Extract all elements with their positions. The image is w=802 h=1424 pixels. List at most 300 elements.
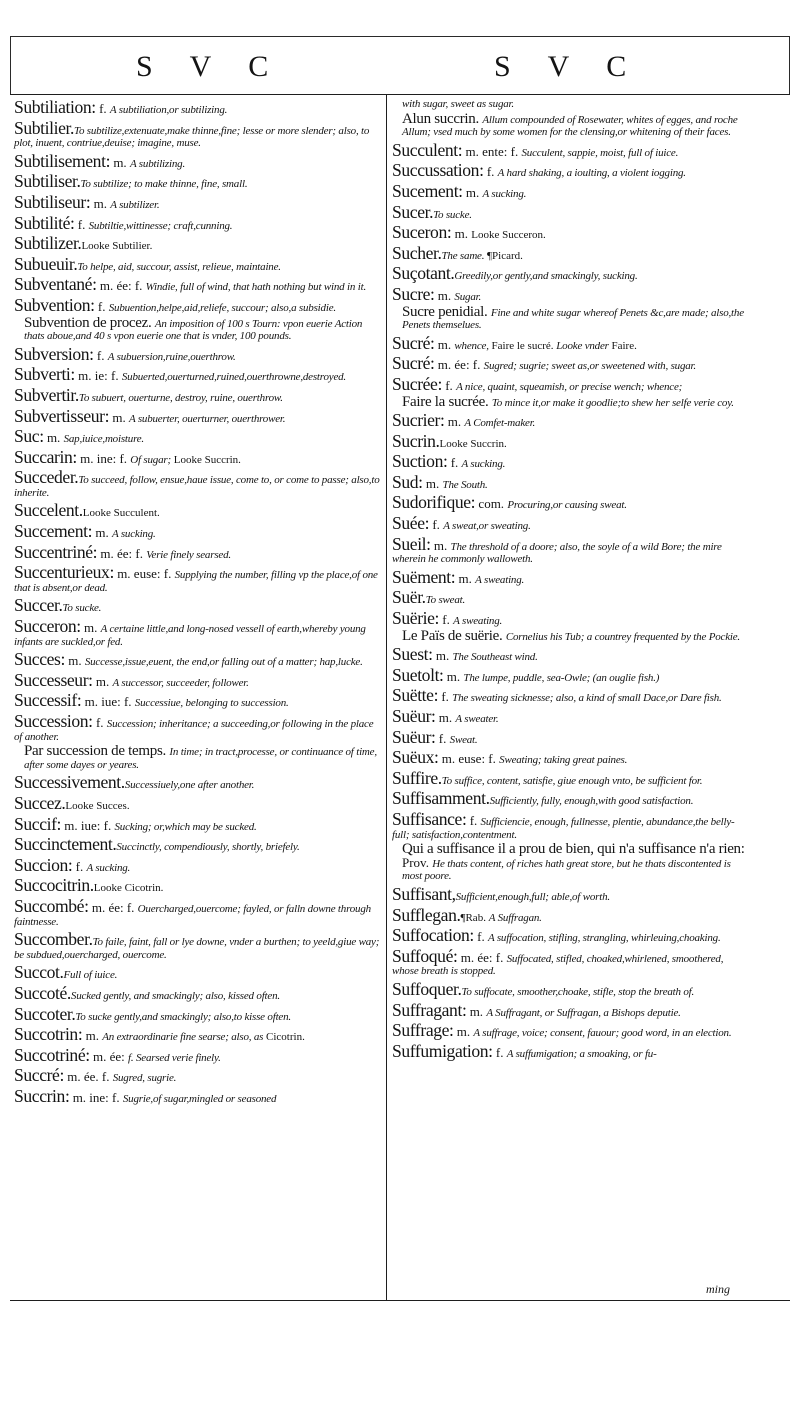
definition: Verie finely searsed. [146,548,231,561]
dictionary-entry [392,789,746,808]
dictionary-entry [14,234,380,253]
headword: Subvertir. [14,384,79,405]
definition: A sucking. [482,187,527,200]
dictionary-entry [392,393,746,410]
grammar-label: m. ente: f. [462,143,522,159]
headword: Succement: [14,521,93,542]
definition: A sweating. [453,615,503,628]
dictionary-entry [392,588,746,607]
definition: Windie, full of wind, that hath nothing but wind in it. [145,281,366,294]
sub-headword: Faire la sucrée. [402,393,492,410]
dictionary-entry [392,627,746,644]
headword: Succoté. [14,982,71,1003]
left-column [14,98,380,1107]
cross-reference: Looke Succulent. [82,507,160,520]
headword: Subtiliseur: [14,191,91,212]
dictionary-entry [14,386,380,405]
definition: The same. [441,249,485,262]
dictionary-entry [392,285,746,304]
dictionary-entry [392,769,746,788]
definition: A subtilizing. [129,157,186,170]
headword: Subtiliser. [14,171,81,192]
dictionary-entry [14,1005,380,1024]
definition: Succulent, sappie, moist, full of iuice. [521,146,679,159]
definition: A subtilizer. [110,198,160,211]
definition: Subuerted,ouerturned,ruined,ouerthrowne,destroyed. [121,371,346,384]
dictionary-entry [14,314,380,343]
headword: Succession: [14,711,93,731]
definition: To sweat. [425,594,466,607]
dictionary-entry [14,563,380,594]
grammar-label: f. [95,101,110,116]
dictionary-entry [392,885,746,904]
headword: Suffoqué: [392,945,458,966]
grammar-label: m. [462,184,483,200]
definition: Subuention,helpe,aid,reliefe, succour; also,a subsidie. [108,301,336,314]
header-rule [10,94,790,95]
definition: Ouercharged,ouercome; fayled, or falln downe through faintnesse. [14,902,371,928]
definition: Successiue, belonging to succession. [134,697,289,710]
definition: In time; in tract,processe, or continuance of time, after some dayes or yeares. [24,746,377,771]
grammar-label: m. [422,475,443,491]
dictionary-entry [14,345,380,364]
cross-reference: Looke Subtilier. [81,240,153,253]
dictionary-entry [14,98,380,117]
dictionary-entry [392,810,746,841]
definition: A sucking. [461,458,506,471]
grammar-label: m. [451,226,472,242]
definition: Of sugar; [130,453,171,466]
definition: A sweating. [475,573,525,586]
headword: Succombé: [14,895,89,916]
definition: To helpe, aid, succour, assist, relieue, maintaine. [77,260,281,273]
dictionary-entry [14,876,380,895]
dictionary-entry [392,244,746,263]
grammar-label: m. ine: f. [76,450,131,466]
dictionary-entry [14,856,380,875]
headword: Sucrier: [392,410,445,431]
headword: Suër. [392,587,426,608]
headword: Succomber. [14,929,93,950]
dictionary-entry [392,493,746,512]
definition: Greedily,or gently,and smackingly, sucking. [454,270,638,283]
headword: Subtiliation: [14,97,96,117]
headword: Subvertisseur: [14,405,110,426]
dictionary-entry [392,1042,746,1061]
headword: Succotriné: [14,1044,90,1065]
grammar-label: m. [434,287,455,303]
grammar-label: m. euse: f. [438,751,500,767]
definition: Sufficiently, fully, enough,with good satisfaction. [489,795,694,808]
dictionary-entry [392,568,746,587]
running-head-right: S V C [494,50,642,83]
dictionary-entry [392,843,746,883]
grammar-label: f. [441,377,457,393]
definition: A nice, quaint, squeamish, or precise wench; whence; [456,380,683,393]
grammar-label: f. [466,812,481,828]
definition-continued: with sugar, sweet as sugar. [402,98,514,110]
dictionary-entry [14,448,380,467]
definition: f. Searsed verie finely. [128,1051,221,1064]
dictionary-entry [14,214,380,233]
grammar-label: f. [94,298,109,314]
grammar-label: f. [74,216,89,232]
dictionary-entry [14,275,380,294]
definition: Cornelius his Tub; a countrey frequented by the Pockie. [505,630,740,643]
dictionary-entry [14,365,380,384]
headword: Suceron: [392,222,452,243]
dictionary-entry [392,452,746,471]
definition: A sweater. [455,713,499,725]
cross-reference: Looke Succrin. [439,437,507,450]
definition: A successor, succeeder, follower. [112,676,249,689]
dictionary-entry [14,815,380,834]
grammar-label: m. [43,430,64,446]
dictionary-entry [14,172,380,191]
headword: Suffisant, [392,883,456,904]
grammar-label: com. [475,496,508,512]
grammar-label: m. [80,620,101,636]
sub-headword: Le Païs de suërie. [402,627,506,644]
definition: whence, [454,339,489,352]
cross-reference: Faire. [608,339,637,352]
definition: He thats content, of riches hath great store, but he thats discontented is most poore. [402,857,731,883]
dictionary-entry [392,707,746,726]
grammar-label: f. [439,612,454,628]
dictionary-entry [392,264,746,283]
dictionary-entry [392,375,746,394]
definition: The lumpe, puddle, sea-Owle; (an ouglie fish.) [463,671,660,684]
definition: The threshold of a doore; also, the soyle of a wild Bore; the mire wherein he commonly walloweth. [392,540,722,566]
grammar-label: m. ée: f. [97,545,147,561]
headword: Subtilier. [14,117,75,138]
grammar-label: m. [466,1003,487,1019]
grammar-label: m. iue: f. [61,817,115,833]
grammar-label: m. [434,336,455,352]
headword: Sucer. [392,201,434,222]
cross-reference: Looke Succrin. [170,453,241,466]
dictionary-entry [392,182,746,201]
headword: Succoter. [14,1003,76,1024]
headword: Suffrage: [392,1020,454,1041]
definition: A certaine little,and long-nosed vessell of earth,whereby young infants are suckled,or fed. [14,623,366,648]
grammar-label: f. [72,858,87,874]
grammar-label: f. [435,730,450,746]
headword: Suëtte: [392,685,439,706]
definition: Fine and white sugar whereof Penets &c,are made; also,the Penets themselues. [402,306,744,332]
definition: Sweat. [449,733,478,746]
definition: Supplying the number, filling vp the place,of one that is absent,or dead. [14,569,378,594]
headword: Sucré: [392,353,435,374]
dictionary-entry [14,1025,380,1044]
definition: To subuert, ouerturne, destroy, ruine, ouerthrow. [78,391,283,404]
headword: Sud: [392,471,423,492]
headword: Suffocation: [392,925,474,946]
definition: Sweating; taking great paines. [499,754,628,767]
definition: To suffocate, smoother,choake, stifle, stop the breath of. [461,985,695,998]
definition: A suffocation, stifling, strangling, whirleuing,choaking. [487,932,721,945]
grammar-label: m. iue: f. [81,694,135,710]
dictionary-entry [14,522,380,541]
header-frame-right [789,36,790,94]
dictionary-entry [14,930,380,961]
grammar-label: m. [435,710,456,725]
dictionary-entry [392,141,746,160]
headword: Subverti: [14,364,75,385]
sub-headword: Alun succrin. [402,110,483,127]
definition: The sweating sicknesse; also, a kind of small Dace,or Dare fish. [452,692,722,705]
dictionary-entry [392,303,746,332]
headword: Succif: [14,813,62,834]
dictionary-entry [14,1066,380,1085]
definition: Sugred; sugrie; sweet as,or sweetened with, sugar. [483,360,696,373]
sub-headword: Par succession de temps. [24,743,170,760]
dictionary-entry [392,686,746,705]
definition: A sweat,or sweating. [443,520,531,533]
dictionary-entry [392,1021,746,1040]
grammar-label: m. ée: f. [88,899,138,915]
dictionary-entry [14,712,380,743]
dictionary-entry [392,334,746,353]
dictionary-entry [392,535,746,566]
headword: Suërie: [392,608,440,629]
dictionary-entry [392,906,746,925]
grammar-label: m. ée. f. [63,1069,113,1085]
dictionary-entry [14,963,380,982]
definition: A subuerter, ouerturner, ouerthrower. [128,412,286,425]
dictionary-entry [392,432,746,451]
headword: Subversion: [14,343,94,364]
headword: Sucher. [392,242,442,263]
grammar-label: m. [110,154,130,170]
grammar-label: f. [483,164,498,180]
dictionary-entry [14,501,380,520]
dictionary-entry [14,1046,380,1065]
definition: Sugrie,of sugar,mingled or seasoned [122,1092,277,1105]
grammar-label: m. [64,653,85,669]
dictionary-entry [392,609,746,628]
grammar-label: Prov. [402,854,433,870]
grammar-label: f. [438,689,453,705]
definition: A subtiliation,or subtilizing. [109,104,228,116]
headword: Sucrin. [392,430,440,451]
dictionary-entry [392,223,746,242]
definition: Sucked gently, and smackingly; also, kissed often. [70,989,280,1002]
headword: Successif: [14,690,82,711]
catchword: ming [706,1282,730,1296]
headword: Sufflegan. [392,904,461,925]
definition: To sucke. [433,208,472,221]
dictionary-entry [392,411,746,430]
definition: To suffice, content, satisfie, giue enough vnto, be sufficient for. [441,774,703,787]
footer-rule [10,1300,790,1301]
definition: To succeed, follow, ensue,haue issue, come to, or come to passe; also,to inherite. [14,474,380,499]
definition: A Suffragant, or Suffragan, a Bishops deputie. [486,1006,681,1019]
sub-headword: Sucre penidial. [402,303,491,320]
definition: A sucking. [86,861,131,874]
dictionary-entry [14,427,380,446]
grammar-label: m. ée: f. [96,278,146,294]
cross-reference: Faire le sucré. [488,339,557,352]
headword: Suffisamment. [392,788,490,809]
definition: Procuring,or causing sweat. [507,499,627,512]
headword: Succrin: [14,1085,70,1106]
definition: The South. [442,478,488,491]
grammar-label: f. [492,1044,507,1060]
dictionary-entry [392,728,746,747]
definition: Succession; inheritance; a succeeding,or following in the place of another. [14,718,374,743]
grammar-label: m. [443,668,464,684]
definition: Sap,iuice,moisture. [63,433,144,446]
headword: Suçotant. [392,263,455,284]
headword: Suffoquer. [392,978,462,999]
definition: To sucke gently,and smackingly; also,to kisse often. [75,1010,291,1023]
definition: To faile, faint, fall or lye downe, vnder a burthen; to yeeld,giue way; be subdued,ouercharged, ouercome. [14,936,380,961]
headword: Subvention: [14,294,95,315]
grammar-label: f. [429,517,444,533]
headword: Suc: [14,426,44,447]
headword: Subueuir. [14,253,78,274]
grammar-label: f. [92,715,107,730]
definition: The Southeast wind. [452,651,538,664]
dictionary-entry [14,745,380,771]
dictionary-entry [14,255,380,274]
definition: Looke vnder [556,339,609,352]
dictionary-entry [14,617,380,648]
headword: Sueil: [392,533,431,554]
header-frame-left [10,36,11,94]
dictionary-entry [14,691,380,710]
dictionary-entry [392,473,746,492]
headword: Succarin: [14,446,77,467]
headword: Succion: [14,854,73,875]
grammar-label: m. [455,570,476,586]
dictionary-entry [14,773,380,792]
sub-headword: Subvention de procez. [24,314,155,331]
headword: Sucement: [392,180,463,201]
headword: Suffragant: [392,999,467,1020]
headword: Succez. [14,792,66,813]
headword: Succentriné: [14,541,98,562]
dictionary-entry [392,110,746,139]
dictionary-entry [14,407,380,426]
headword: Suetolt: [392,664,444,685]
grammar-label: m. [109,409,129,425]
dictionary-entry [14,835,380,854]
definition: Suffocated, stifled, choaked,whirlened, smoothered, whose breath is stopped. [392,952,724,978]
headword: Succotrin: [14,1024,83,1045]
right-column [392,98,746,1062]
definition: Sugar. [454,290,482,303]
grammar-label: m. ée: f. [457,949,507,965]
definition: An imposition of 100 s Tourn: vpon euerie Action thats aboue,and 40 s vpon euerie one that is vnder, 100 pounds. [24,317,363,343]
grammar-label: m. [82,1028,103,1044]
header-frame-top [10,36,790,37]
headword: Succussation: [392,160,484,181]
headword: Subtilizer. [14,233,82,254]
dictionary-entry [392,354,746,373]
headword: Succeron: [14,616,81,637]
definition: A Comfet-maker. [464,417,536,430]
dictionary-entry [392,980,746,999]
definition: A hard shaking, a ioulting, a violent iogging. [497,167,686,180]
headword: Subtilité: [14,212,75,233]
cross-reference: ¶Picard. [484,249,523,262]
definition: Sucking; or,which may be sucked. [114,820,257,833]
dictionary-entry [392,161,746,180]
dictionary-entry [392,748,746,767]
headword: Succeder. [14,467,79,488]
dictionary-entry [14,152,380,171]
headword: Succer. [14,595,63,616]
grammar-label: m. [92,525,112,541]
headword: Succocitrin. [14,875,94,896]
cross-reference: ¶Rab. [460,911,489,924]
grammar-label: m. ée: [89,1048,128,1064]
dictionary-entry [392,98,746,111]
sub-headword: Qui a suffisance il a prou de bien, qui n'a suffisance n'a rien: [402,841,745,858]
running-head-left: S V C [136,50,284,83]
grammar-label: m. euse: f. [113,566,175,582]
cross-reference: Cicotrin. [263,1031,305,1044]
headword: Succelent. [14,500,83,521]
grammar-label: m. [90,195,111,211]
dictionary-entry [14,296,380,315]
dictionary-entry [14,794,380,813]
dictionary-entry [14,984,380,1003]
definition: A Suffragan. [488,911,542,924]
dictionary-entry [392,666,746,685]
headword: Suëux: [392,747,439,768]
headword: Suction: [392,451,448,472]
grammar-label: m. [92,673,113,689]
dictionary-entry [392,203,746,222]
dictionary-entry [392,1001,746,1020]
dictionary-entry [392,645,746,664]
headword: Suëment: [392,566,456,587]
headword: Succré: [14,1065,64,1086]
headword: Successeur: [14,669,93,690]
definition: A suffrage, voice; consent, fauour; good word, in an election. [473,1027,732,1040]
definition: A suffumigation; a smoaking, or fu- [506,1047,657,1060]
dictionary-entry [14,897,380,928]
definition: Subtiltie,wittinesse; craft,cunning. [88,219,233,232]
definition: Sufficient,enough,full; able,of worth. [455,890,610,903]
grammar-label: m. [432,648,453,664]
headword: Succulent: [392,139,463,160]
headword: Suëur: [392,706,436,726]
dictionary-entry [14,543,380,562]
grammar-label: m. ée: f. [434,357,484,373]
definition: Full of iuice. [63,969,118,982]
cross-reference: Looke Cicotrin. [93,882,164,895]
definition: A sucking. [111,528,156,541]
dictionary-entry [392,947,746,978]
dictionary-entry [14,468,380,499]
grammar-label: f. [447,455,462,471]
dictionary-entry [14,1087,380,1106]
headword: Suffire. [392,767,442,788]
column-divider [386,94,387,1300]
cross-reference: Looke Succeron. [471,229,546,242]
headword: Succot. [14,962,64,983]
headword: Suëur: [392,726,436,747]
definition: Sufficiencie, enough, fullnesse, plentie, abundance,the belly-full; satisfaction,contentment. [392,815,735,841]
grammar-label: m. ie: f. [74,368,122,384]
definition: An extraordinarie fine searse; also, as [102,1031,264,1044]
dictionary-entry [14,596,380,615]
dictionary-entry [14,119,380,150]
